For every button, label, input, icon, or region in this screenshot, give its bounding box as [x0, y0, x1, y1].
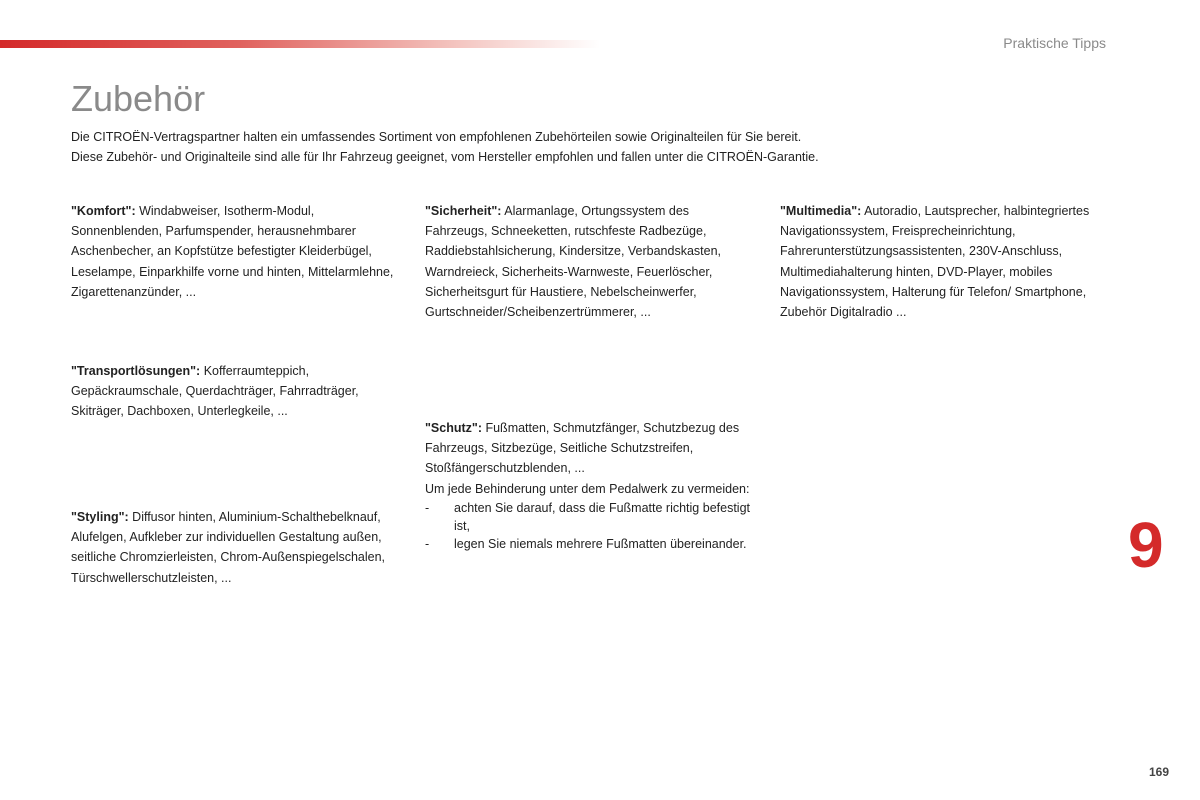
- chapter-number: 9: [1128, 509, 1164, 581]
- category-label: "Styling":: [71, 510, 129, 524]
- category-multimedia: [780, 201, 1100, 322]
- category-label: "Sicherheit":: [425, 204, 502, 218]
- category-text: Kofferraumteppich, Gepäckraumschale, Querdachträger, Fahrradträger, Skiträger, Dachboxen, Unterlegkeile, ...: [71, 364, 359, 419]
- intro-text: [71, 127, 1121, 167]
- bullet-dash: -: [425, 536, 430, 551]
- bullet-dash: -: [425, 500, 430, 515]
- category-text: Diffusor hinten, Aluminium-Schalthebelknauf, Alufelgen, Aufkleber zur individuellen Gestaltung außen, seitliche Chromzierleisten, Chrom-Außenspiegelschalen, Türschwellerschutzleisten, ...: [71, 510, 386, 585]
- category-label: "Multimedia":: [780, 204, 862, 218]
- category-komfort: [71, 201, 401, 302]
- pedal-warning-list: [425, 499, 755, 553]
- category-text: Windabweiser, Isotherm-Modul, Sonnenblenden, Parfumspender, herausnehmbarer Aschenbecher, an Kopfstütze befestigter Kleiderbügel, Leselampe, Einparkhilfe vorne und hinten, Mittelarmlehne, Zigarettenanzünder, ...: [71, 204, 394, 299]
- header-accent-bar: [0, 40, 600, 48]
- category-label: "Transportlösungen":: [71, 364, 201, 378]
- page-title: Zubehör: [71, 78, 206, 119]
- category-text: Alarmanlage, Ortungssystem des Fahrzeugs, Schneeketten, rutschfeste Radbezüge, Raddiebstahlsicherung, Kindersitze, Verbandskasten, Warndreieck, Sicherheits-Warnweste, Feuerlöscher, Sicherheitsgurt für Haustiere, Nebelscheinwerfer, Gurtschneider/Scheibenzertrümmerer, ...: [425, 204, 722, 320]
- category-label: "Schutz":: [425, 421, 482, 435]
- pedal-warning-note: Um jede Behinderung unter dem Pedalwerk zu vermeiden:: [425, 481, 750, 496]
- intro-line-2: Diese Zubehör- und Originalteile sind alle für Ihr Fahrzeug geeignet, vom Hersteller empfohlen und fallen unter die CITROËN-Garantie.: [71, 150, 819, 164]
- category-schutz: [425, 418, 755, 553]
- category-sicherheit: [425, 201, 755, 322]
- intro-line-1: Die CITROËN-Vertragspartner halten ein umfassendes Sortiment von empfohlenen Zubehörteilen sowie Originalteilen für Sie bereit.: [71, 130, 802, 144]
- section-label: Praktische Tipps: [1003, 35, 1106, 51]
- page-number: 169: [1148, 765, 1169, 779]
- category-schutz-intro: [425, 418, 755, 479]
- category-text: Autoradio, Lautsprecher, halbintegriertes Navigationssystem, Freisprecheinrichtung, Fahrerunterstützungsassistenten, 230V-Anschluss, Multimediahalterung hinten, DVD-Player, mobiles Navigationssystem, Halterung für Telefon/ Smartphone, Zubehör Digitalradio ...: [780, 204, 1090, 320]
- list-item-text: achten Sie darauf, dass die Fußmatte richtig befestigt ist,: [454, 500, 750, 533]
- list-item: [425, 499, 755, 535]
- list-item: [425, 535, 755, 553]
- category-transportloesungen: [71, 361, 401, 422]
- category-label: "Komfort":: [71, 204, 136, 218]
- category-styling: [71, 507, 401, 588]
- category-text: Fußmatten, Schmutzfänger, Schutzbezug des Fahrzeugs, Sitzbezüge, Seitliche Schutzstreifen, Stoßfängerschutzblenden, ...: [425, 421, 740, 476]
- list-item-text: legen Sie niemals mehrere Fußmatten übereinander.: [454, 536, 747, 551]
